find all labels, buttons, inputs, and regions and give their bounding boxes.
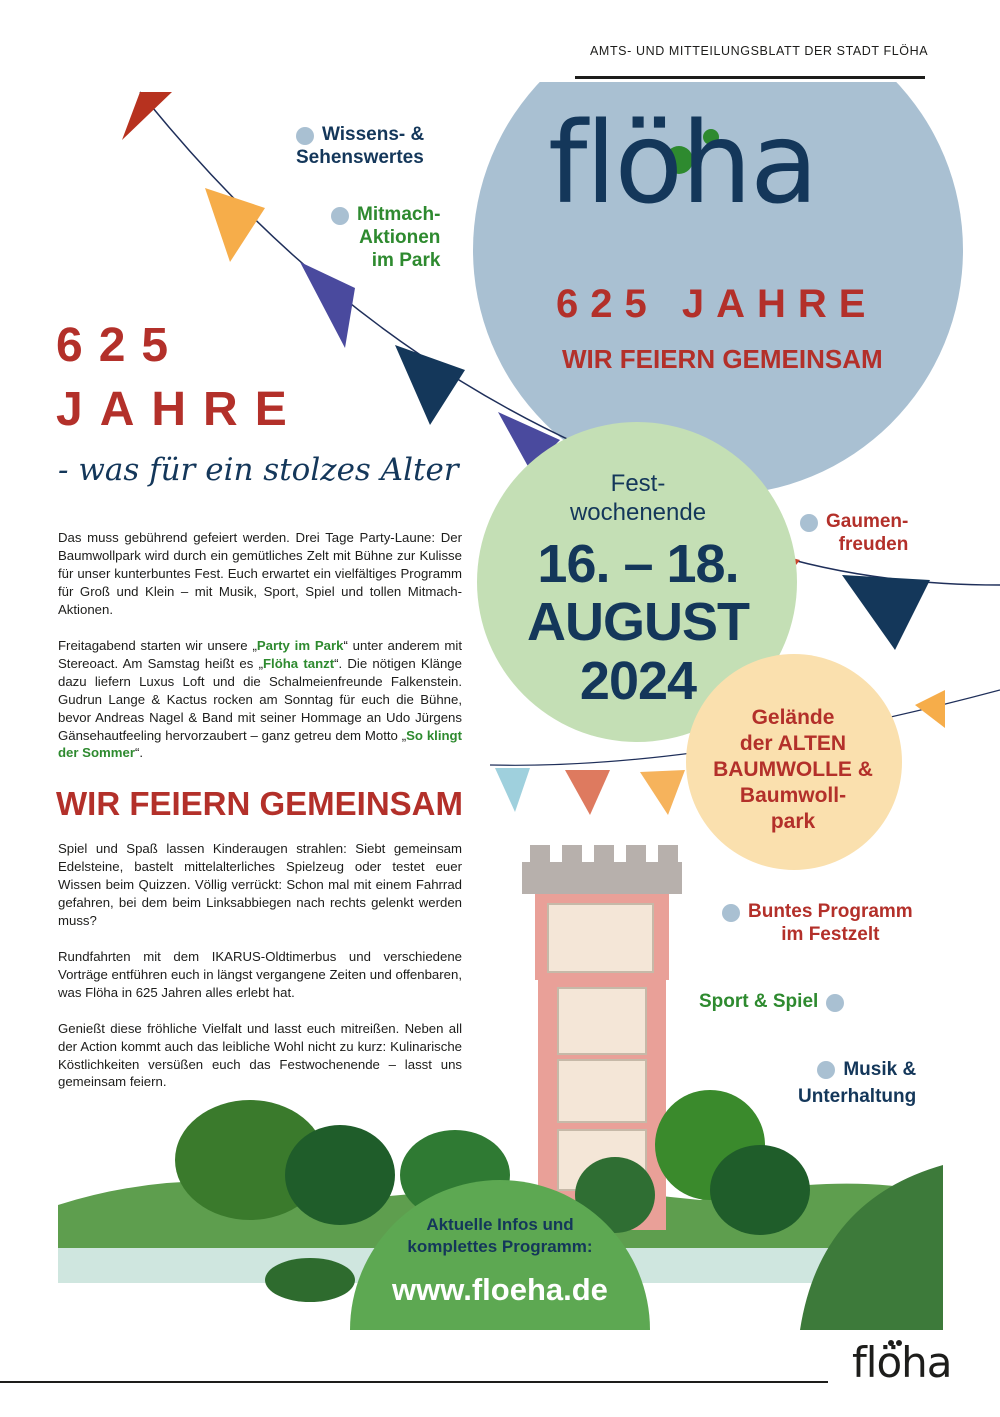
section-text bbox=[58, 840, 462, 1091]
highlight-wissen-line2: Sehenswertes bbox=[296, 146, 424, 168]
circle-slogan: WIR FEIERN GEMEINSAM bbox=[562, 344, 883, 374]
highlight-mitmach bbox=[331, 204, 440, 272]
festival-label-line1: Fest- bbox=[610, 470, 666, 497]
festival-dates bbox=[495, 535, 781, 710]
festival-date-range: 16. – 18. bbox=[537, 534, 739, 594]
highlight-mitmach-line2: Aktionen bbox=[359, 226, 441, 248]
section-paragraph-2: Rundfahrten mit dem IKARUS-Oldtimerbus und verschiedene Vorträge entführen euch in längst vergangene Zeiten und offenbaren, was Flöha in 625 Jahren alles erlebt hat. bbox=[58, 948, 462, 1000]
info-line2: komplettes Programm: bbox=[407, 1237, 593, 1257]
bullet-dot-icon bbox=[722, 904, 740, 922]
floeha-tanzt-highlight: Flöha tanzt bbox=[262, 655, 335, 671]
info-line1: Aktuelle Infos und bbox=[426, 1215, 574, 1234]
pennant-purple bbox=[300, 262, 355, 348]
pennant-navy-2 bbox=[842, 575, 930, 650]
headline-tagline: - was für ein stolzes Alter bbox=[58, 452, 459, 488]
highlight-musik-line2: Unterhaltung bbox=[798, 1086, 917, 1108]
section-paragraph-3: Genießt diese fröhliche Vielfalt und lasst euch mitreißen. Neben all der Action kommt auch das leibliche Wohl nicht zu kurz: Kulinarische Köstlichkeiten versüßen euch das Festwochenende – lasst uns gemeinsam feiern. bbox=[58, 1020, 462, 1090]
pennant-navy bbox=[395, 345, 465, 425]
festival-label-line2: wochenende bbox=[569, 498, 707, 526]
party-im-park-highlight: Party im Park bbox=[256, 637, 344, 653]
highlight-mitmach-line1: Mitmach- bbox=[357, 204, 441, 225]
header-rule bbox=[575, 76, 925, 79]
intro-paragraph-1: Das muss gebührend gefeiert werden. Drei Tage Party-Laune: Der Baumwollpark wird durch ein gemütliches Zelt mit Bühne zur Kulisse für unser kunterbuntes Fest. Euch erwartet ein vielfältiges Programm für Groß und Klein – mit Musik, Sport, Spiel und tollen Mitmach-Aktionen. bbox=[58, 530, 462, 617]
highlight-buntes-line2: im Festzelt bbox=[781, 923, 880, 945]
footer-rule bbox=[0, 1381, 828, 1383]
bullet-dot-icon bbox=[800, 514, 818, 532]
venue-text bbox=[692, 705, 894, 835]
venue-line2: der ALTEN bbox=[739, 732, 847, 756]
footer-logo: flöha bbox=[852, 1338, 952, 1387]
highlight-sport-label: Sport & Spiel bbox=[699, 991, 819, 1012]
intro-paragraph-2: Freitagabend starten wir unsere „Party im Park“ unter anderem mit Stereoact. Am Samstag heißt es „Flöha tanzt“. Die nötigen Klänge dazu liefern Luxus Loft und die Schalmeienfreunde Falkenstein. Gudrun Lange & Kactus rocken am Sonntag für euch die Bühne, bevor Andreas Nagel & Band mit seiner Hommage an Udo Jürgens Gänsehautfeeling hervorzaubert – ganz getreu dem Motto „So klingt der Sommer“. bbox=[58, 637, 463, 761]
highlight-sport bbox=[699, 991, 844, 1014]
festival-year: 2024 bbox=[579, 650, 697, 711]
pennant-salmon bbox=[565, 770, 610, 815]
website-link[interactable]: www.floeha.de bbox=[392, 1272, 608, 1307]
venue-line5: park bbox=[770, 810, 816, 834]
bullet-dot-icon bbox=[331, 207, 349, 225]
highlight-wissen bbox=[296, 124, 424, 170]
highlight-musik bbox=[798, 1059, 916, 1109]
publication-title: AMTS- UND MITTEILUNGSBLATT DER STADT FLÖHA bbox=[590, 44, 929, 58]
section-heading: WIR FEIERN GEMEINSAM bbox=[56, 785, 464, 822]
festival-label bbox=[525, 470, 751, 528]
bullet-dot-icon bbox=[817, 1061, 835, 1079]
highlight-wissen-line1: Wissens- & bbox=[322, 124, 425, 145]
section-paragraph-1: Spiel und Spaß lassen Kinderaugen strahlen: Siebt gemeinsam Edelsteine, bastelt mittelalterliches Spielzeug oder testet euer Wissen beim Quizzen. Völlig verrückt: Schon mal mit einem Fahrrad gefahren, bei dem beim Linksabbiegen nach rechts gelenkt werden muss? bbox=[58, 841, 462, 928]
festival-month: AUGUST bbox=[527, 592, 749, 653]
pennant-lightblue bbox=[495, 768, 530, 812]
headline-number: 625 bbox=[56, 319, 185, 372]
intro-text bbox=[58, 529, 462, 762]
bullet-dot-icon bbox=[826, 994, 844, 1012]
tree bbox=[710, 1145, 810, 1235]
floeha-logo: flöha bbox=[548, 99, 817, 229]
tree bbox=[285, 1125, 395, 1225]
venue-line4: Baumwoll- bbox=[739, 784, 847, 808]
logo-circle-mask bbox=[0, 0, 1000, 82]
highlight-mitmach-line3: im Park bbox=[371, 249, 441, 271]
highlight-gaumen bbox=[800, 511, 908, 557]
venue-line1: Gelände bbox=[751, 706, 835, 729]
highlight-buntes-line1: Buntes Programm bbox=[748, 901, 913, 922]
so-klingt-der-sommer-highlight: So klingt der Sommer bbox=[58, 727, 463, 761]
info-text bbox=[382, 1214, 618, 1258]
bush bbox=[265, 1258, 355, 1302]
highlight-gaumen-line1: Gaumen- bbox=[826, 511, 909, 532]
highlight-buntes bbox=[722, 901, 913, 947]
bullet-dot-icon bbox=[296, 127, 314, 145]
pennant-orange-2 bbox=[915, 690, 945, 728]
pennant-orange-3 bbox=[640, 770, 685, 815]
venue-line3: BAUMWOLLE & bbox=[713, 758, 873, 782]
pennant-orange bbox=[205, 188, 265, 262]
highlight-musik-line1: Musik & bbox=[843, 1059, 917, 1080]
pennant-red bbox=[122, 92, 172, 140]
circle-625-jahre: 625 JAHRE bbox=[556, 282, 878, 326]
headline-word: JAHRE bbox=[56, 383, 304, 436]
highlight-gaumen-line2: freuden bbox=[838, 533, 909, 555]
